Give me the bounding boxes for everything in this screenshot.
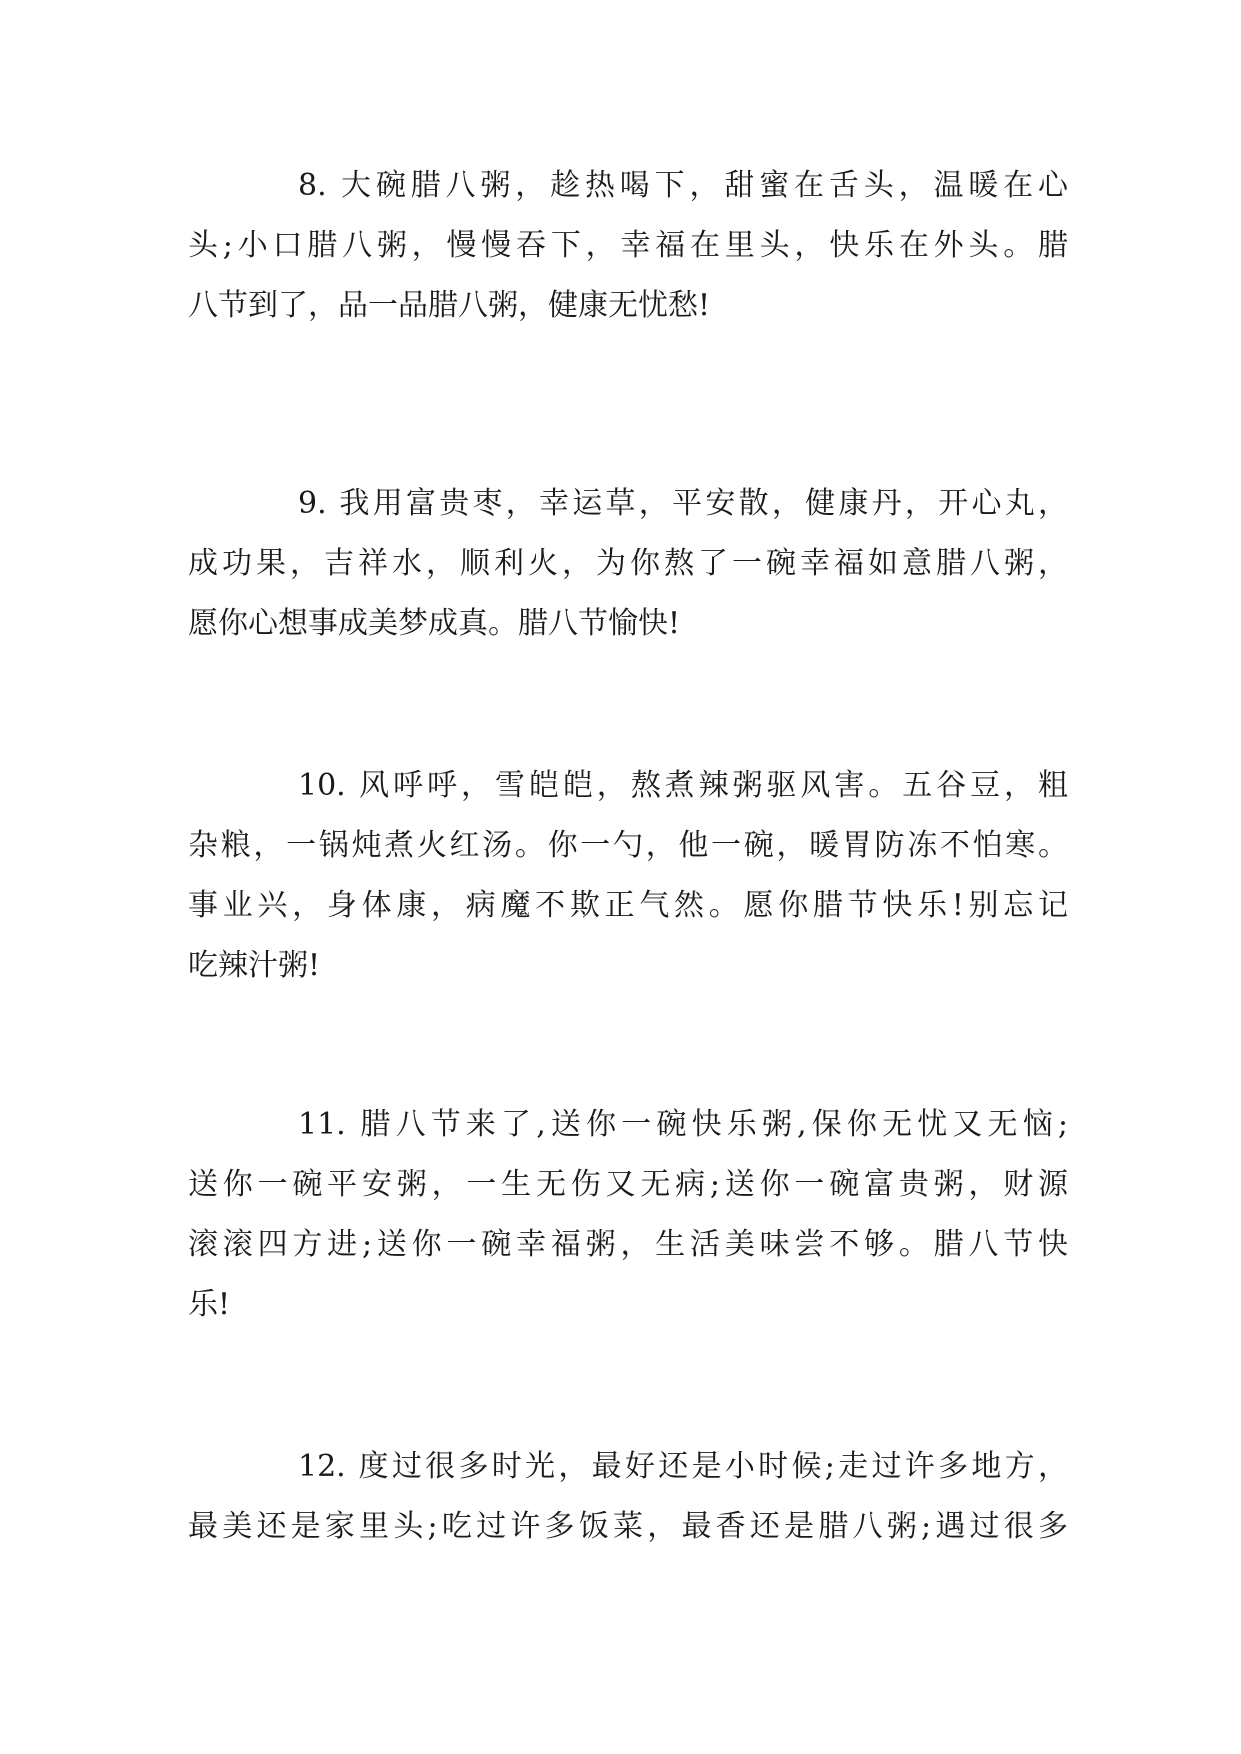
paragraph-line: 最美还是家里头;吃过许多饭菜，最香还是腊八粥;遇过很多 xyxy=(188,1509,1068,1544)
paragraph-line: 八节到了，品一品腊八粥，健康无忧愁! xyxy=(188,288,711,323)
paragraph-line: 9. 我用富贵枣，幸运草，平安散，健康丹，开心丸， xyxy=(298,486,1068,521)
paragraph-8 xyxy=(188,156,1068,336)
paragraph-9 xyxy=(188,474,1068,654)
paragraph-line: 乐! xyxy=(188,1287,231,1322)
paragraph-line: 滚滚四方进;送你一碗幸福粥，生活美味尝不够。腊八节快 xyxy=(188,1227,1068,1262)
paragraph-line: 头;小口腊八粥，慢慢吞下，幸福在里头，快乐在外头。腊 xyxy=(188,228,1068,263)
paragraph-10 xyxy=(188,756,1068,996)
paragraph-line: 11. 腊八节来了,送你一碗快乐粥,保你无忧又无恼; xyxy=(298,1107,1068,1142)
paragraph-line: 送你一碗平安粥，一生无伤又无病;送你一碗富贵粥，财源 xyxy=(188,1167,1068,1202)
paragraph-line: 12. 度过很多时光，最好还是小时候;走过许多地方， xyxy=(298,1449,1068,1484)
paragraph-12 xyxy=(188,1437,1068,1557)
paragraph-line: 10. 风呼呼，雪皑皑，熬煮辣粥驱风害。五谷豆，粗 xyxy=(298,768,1068,803)
paragraph-line: 杂粮，一锅炖煮火红汤。你一勺，他一碗，暖胃防冻不怕寒。 xyxy=(188,828,1068,863)
paragraph-line: 成功果，吉祥水，顺利火，为你熬了一碗幸福如意腊八粥， xyxy=(188,546,1068,581)
paragraph-line: 吃辣汁粥! xyxy=(188,948,321,983)
paragraph-11 xyxy=(188,1095,1068,1335)
paragraph-line: 8. 大碗腊八粥，趁热喝下，甜蜜在舌头，温暖在心 xyxy=(298,168,1068,203)
paragraph-line: 愿你心想事成美梦成真。腊八节愉快! xyxy=(188,606,681,641)
paragraph-line: 事业兴，身体康，病魔不欺正气然。愿你腊节快乐!别忘记 xyxy=(188,888,1068,923)
